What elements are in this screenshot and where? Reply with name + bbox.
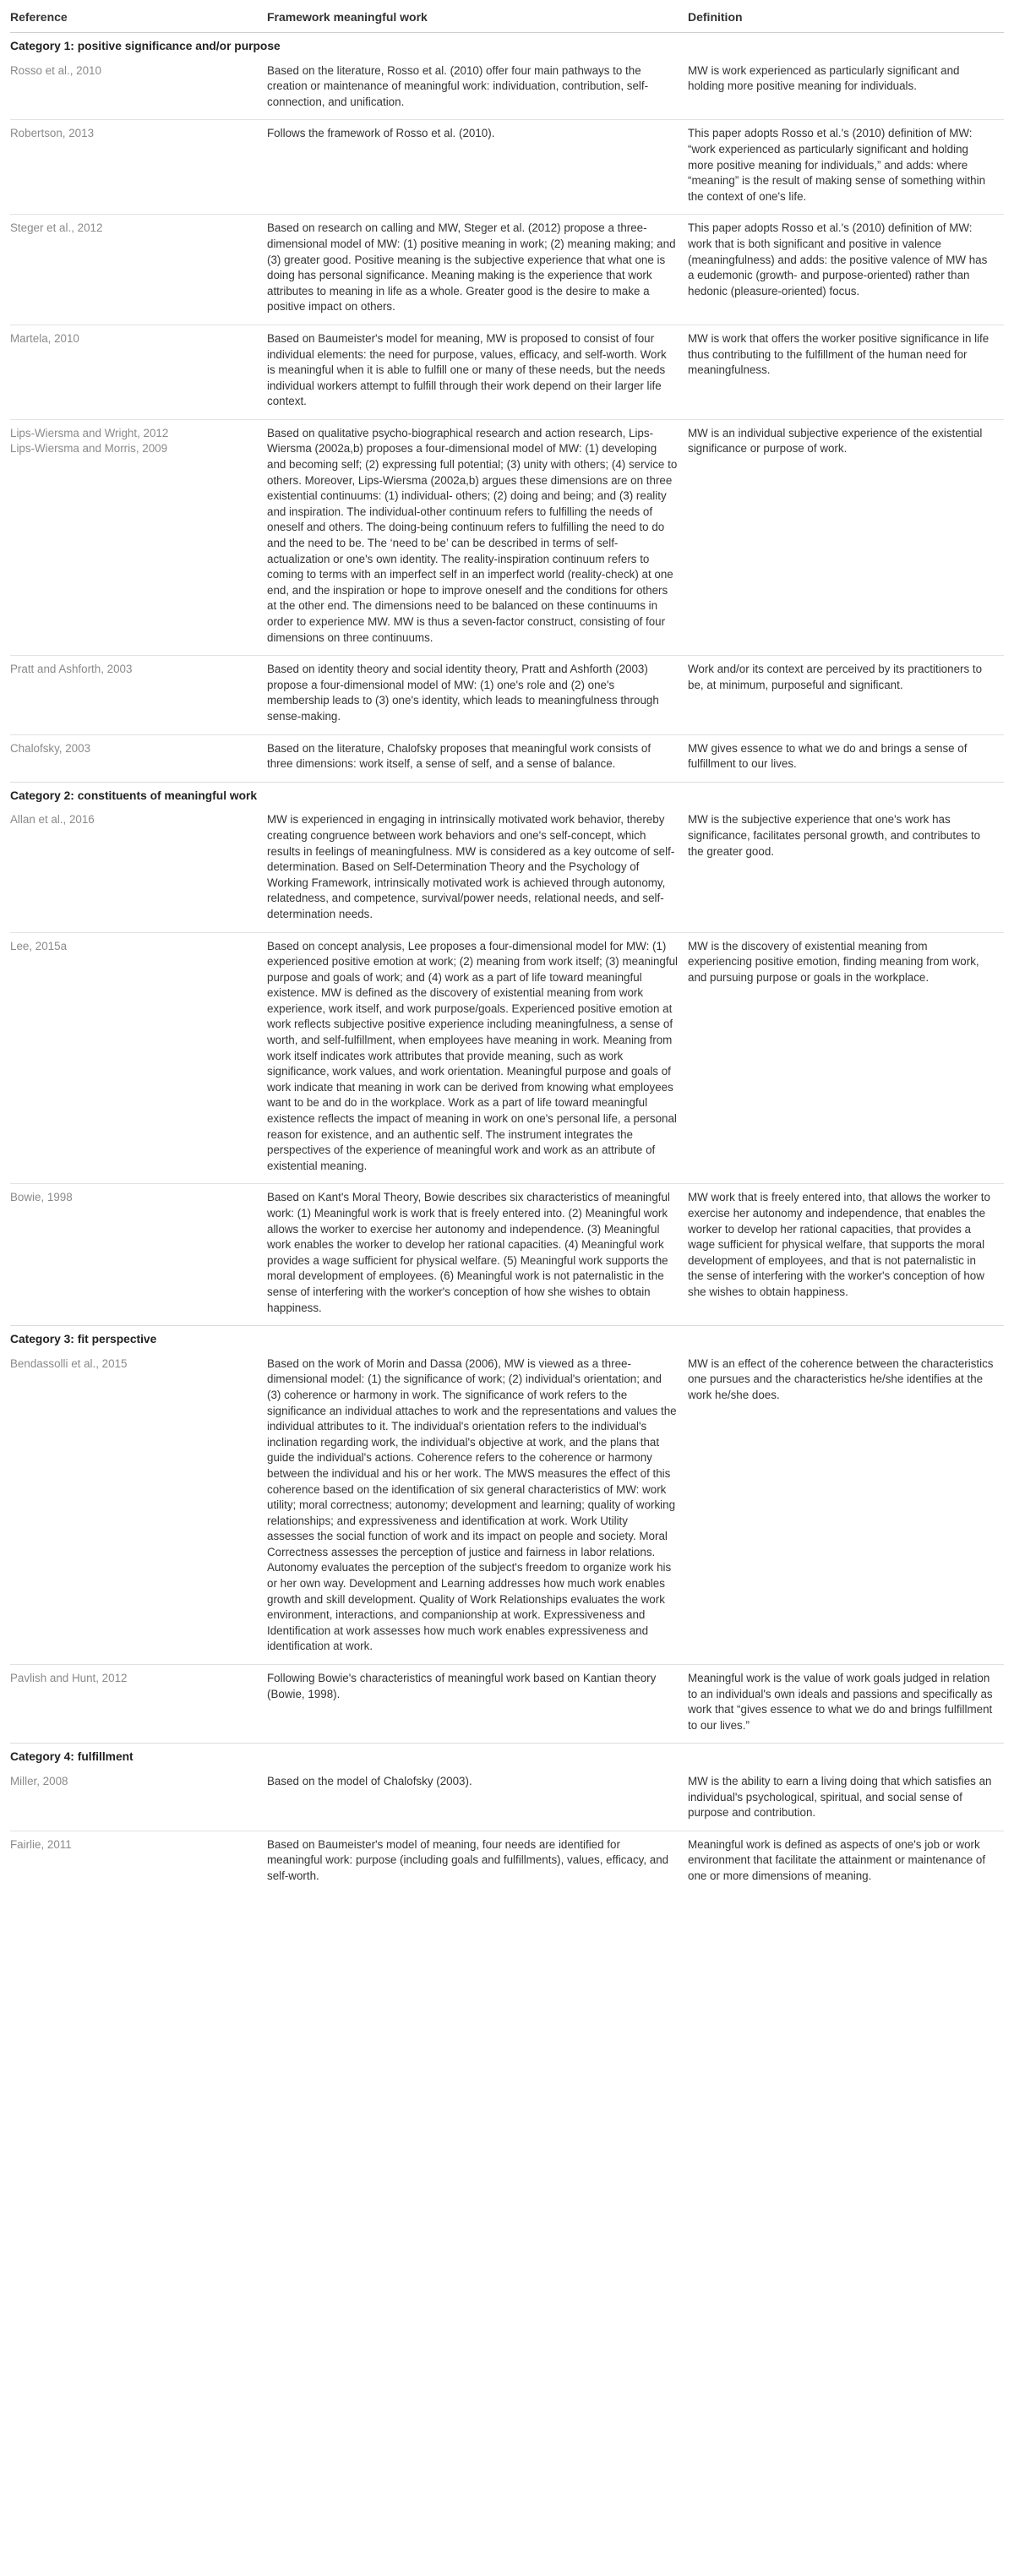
reference-cell: Pavlish and Hunt, 2012 xyxy=(10,1665,267,1744)
category-title: Category 4: fulfillment xyxy=(10,1744,1004,1768)
reference-cell: Chalofsky, 2003 xyxy=(10,734,267,782)
framework-cell: MW is experienced in engaging in intrinsically motivated work behavior, thereby creating congruence between work behaviors and one's self-concept, which results in feelings of meaningfulness. MW is considered as a key outcome of self-determination. Based on Self-Determination Theory and the Psychology of Working Framework, intrinsically motivated work is achieved through autonomy, relatedness, and competence, survival/power needs, relational needs, and self-determination needs. xyxy=(267,813,675,920)
reference-cell: Allan et al., 2016 xyxy=(10,813,95,827)
framework-cell: Based on research on calling and MW, Steger et al. (2012) propose a three-dimensional model of MW: (1) positive meaning in work; (2) meaning making; and (3) greater good. Positive meaning is the subjective experience that what one is doing has personal significance. Meaning making is the experience that work attributes to meaning in life as a whole. Greater good is the desire to make a positive impact on others. xyxy=(267,215,688,325)
table-header-row xyxy=(10,3,1004,33)
category-title: Category 1: positive significance and/or purpose xyxy=(10,40,281,52)
definition-cell: MW work that is freely entered into, that allows the worker to exercise her autonomy and independence, that enables the worker to develop her rational capacities, that provides a wage sufficient for physical welfare, that supports the moral development of employees, and that is not paternalistic in the sense of interfering with the worker's conception of how she wishes to obtain happiness. xyxy=(688,1184,1004,1326)
reference-cell: Martela, 2010 xyxy=(10,325,267,419)
reference-cell: Miller, 2008 xyxy=(10,1775,68,1787)
reference-cell: Bendassolli et al., 2015 xyxy=(10,1356,128,1370)
framework-cell: Based on the work of Morin and Dassa (2006), MW is viewed as a three-dimensional model: (1) the significance of work; (2) individual's orientation; and (3) coherence or harmony in work. The significance of work refers to the significance an individual attaches to work and the representations and values the individual attributes to it. The individual's orientation refers to the individual's inclination regarding work, the individual's objective at work, and the plans that guide the individual's actions. Coherence refers to the coherence or harmony between the individual and his or her work. The MWS measures the effect of this coherence based on the identification of six general characteristics of MW: work utility; moral correctness; autonomy; development and learning; quality of working relationships; and expressiveness and identification at work. Work Utility assesses the social function of work and its impact on people and society. Moral Correctness assesses the perception of justice and fairness in labor relations. Autonomy evaluates the perception of the subject's freedom to organize work his or her own way. Development and Learning addresses how much work enables growth and skill development. Quality of Work Relationships evaluates the work environment, interactions, and companionship at work. Expressiveness and Identification at work assesses how much work enables expressiveness and identification at work. xyxy=(267,1356,677,1653)
table-row xyxy=(10,734,1004,782)
framework-cell: Based on the literature, Chalofsky proposes that meaningful work consists of three dimensions: work itself, a sense of self, and a sense of balance. xyxy=(267,734,688,782)
header-framework: Framework meaningful work xyxy=(267,3,688,33)
reference-cell: Lee, 2015a xyxy=(10,932,267,1184)
meaningful-work-table xyxy=(10,3,1004,1894)
table-row xyxy=(10,419,1004,655)
header-definition: Definition xyxy=(688,3,1004,33)
reference-cell: Fairlie, 2011 xyxy=(10,1831,267,1893)
reference-cell: Rosso et al., 2010 xyxy=(10,63,101,77)
table-row xyxy=(10,1831,1004,1893)
reference-cell: Lips-Wiersma and Wright, 2012 Lips-Wiersma and Morris, 2009 xyxy=(10,419,267,655)
table-row xyxy=(10,806,1004,932)
framework-cell: Based on identity theory and social identity theory, Pratt and Ashforth (2003) propose a four-dimensional model of MW: (1) one's role and (2) one's membership leads to (3) one's identity, which leads to meaningfulness through sense-making. xyxy=(267,656,688,734)
table-row xyxy=(10,1351,1004,1665)
framework-cell: Based on the model of Chalofsky (2003). xyxy=(267,1775,472,1787)
reference-cell: Pratt and Ashforth, 2003 xyxy=(10,656,267,734)
framework-cell: Following Bowie's characteristics of meaningful work based on Kantian theory (Bowie, 1998). xyxy=(267,1665,688,1744)
definition-cell: Meaningful work is defined as aspects of one's job or work environment that facilitate the attainment or maintenance of one or more dimensions of meaning. xyxy=(688,1831,1004,1893)
header-reference: Reference xyxy=(10,3,267,33)
definition-cell: MW is the subjective experience that one's work has significance, facilitates personal growth, and contributes to the greater good. xyxy=(688,813,981,858)
reference-cell: Bowie, 1998 xyxy=(10,1184,267,1326)
table-row xyxy=(10,57,1004,120)
table-row xyxy=(10,1665,1004,1744)
framework-cell: Based on the literature, Rosso et al. (2010) offer four main pathways to the creation or maintenance of meaningful work: individuation, contribution, self-connection, and unification. xyxy=(267,63,649,108)
definition-cell: This paper adopts Rosso et al.'s (2010) definition of MW: “work experienced as particularly significant and holding more positive meaning for individuals,” and adds: where “meaning” is the result of making sense of something within the context of one's life. xyxy=(688,120,1004,215)
reference-cell: Robertson, 2013 xyxy=(10,120,267,215)
table-row xyxy=(10,325,1004,419)
definition-cell: MW is the ability to earn a living doing that which satisfies an individual's psychological, spiritual, and social sense of purpose and contribution. xyxy=(688,1775,992,1820)
framework-cell: Based on Kant's Moral Theory, Bowie describes six characteristics of meaningful work: (1) Meaningful work is work that is freely entered into. (2) Meaningful work allows the worker to exercise her autonomy and independence. (3) Meaningful work enables the worker to develop her rational capacities. (4) Meaningful work provides a wage sufficient for physical welfare. (5) Meaningful work supports the moral development of employees. (6) Meaningful work is not paternalistic in the sense of interfering with the worker's conception of how she wishes to obtain happiness. xyxy=(267,1184,688,1326)
definition-cell: MW is work that offers the worker positive significance in life thus contributing to the fulfillment of the human need for meaningfulness. xyxy=(688,325,1004,419)
definition-cell: MW is an individual subjective experience of the existential significance or purpose of work. xyxy=(688,419,1004,655)
definition-cell: MW is the discovery of existential meaning from experiencing positive emotion, finding meaning from work, and pursuing purpose or goals in the workplace. xyxy=(688,932,1004,1184)
definition-cell: Work and/or its context are perceived by its practitioners to be, at minimum, purposeful and significant. xyxy=(688,656,1004,734)
definition-cell: Meaningful work is the value of work goals judged in relation to an individual's own ideals and passions and specifically as work that “gives essence to what we do and brings fulfillment to our lives.” xyxy=(688,1665,1004,1744)
category-title: Category 2: constituents of meaningful work xyxy=(10,782,1004,806)
definition-cell: This paper adopts Rosso et al.'s (2010) definition of MW: work that is both significant and positive in valence (meaningfulness) and adds: the positive valence of MW has a eudemonic (growth- and purpose-oriented) rather than hedonic (pleasure-oriented) focus. xyxy=(688,215,1004,325)
category-row xyxy=(10,1326,1004,1351)
framework-cell: Based on concept analysis, Lee proposes a four-dimensional model for MW: (1) experienced positive emotion at work; (2) meaning from work itself; (3) meaningful purpose and goals of work; and (4) work as a part of life toward meaningful existence. MW is defined as the discovery of existential meaning from work experience, work itself, and work purpose/goals. Experienced positive emotion at work reflects subjective positive experience including meaningfulness, a sense of worth, and self-fulfillment, when employees have meaning in work. Meaning from work itself indicates work attributes that provide meaning, such as work significance, work values, and work orientation. Meaningful purpose and goals of work indicate that meaning in work can be derived from knowing what employees want to be and do in the workplace. Work as a part of life toward meaningful existence reflects the impact of meaning in work on one's personal life, a personal reason for existence, and an authentic self. The instrument integrates the perspectives of the experience of meaningful work and work as an attribute of existential meaning. xyxy=(267,932,688,1184)
definition-cell: MW is work experienced as particularly significant and holding more positive meaning for individuals. xyxy=(688,63,960,93)
table-row xyxy=(10,932,1004,1184)
table-row xyxy=(10,656,1004,734)
framework-cell: Based on Baumeister's model for meaning, MW is proposed to consist of four individual elements: the need for purpose, values, efficacy, and self-worth. Work is meaningful when it is able to fulfill one or many of these needs, but the needs individual workers attempt to fulfill through their work depend on their larger life context. xyxy=(267,325,688,419)
framework-cell: Based on qualitative psycho-biographical research and action research, Lips-Wiersma (2002a,b) proposes a four-dimensional model of MW: (1) developing and becoming self; (2) expressing full potential; (3) unity with others; (4) service to others. Moreover, Lips-Wiersma (2002a,b) argues these dimensions are on three existential continuums: (1) individual- others; (2) doing and being; and (3) reality and inspiration. The individual-other continuum refers to fulfilling the needs of oneself and others. The doing-being continuum refers to fulfilling the need to do and the need to be. The ‘need to be’ can be described in terms of self-actualization or one's own identity. The reality-inspiration continuum refers to coming to terms with an imperfect self in an imperfect world (reality-check) at one end, and the inspiration or hope to improve oneself and the conditions for others at the other end. The dimensions need to be balanced on these continuums in order to experience MW. MW is thus a seven-factor construct, consisting of four dimensions on three continuums. xyxy=(267,419,688,655)
table-row xyxy=(10,215,1004,325)
table-row xyxy=(10,120,1004,215)
definition-cell: MW is an effect of the coherence between the characteristics one pursues and the characteristics he/she identifies at the work he/she does. xyxy=(688,1356,994,1401)
framework-cell: Follows the framework of Rosso et al. (2010). xyxy=(267,120,688,215)
definition-cell: MW gives essence to what we do and brings a sense of fulfillment to our lives. xyxy=(688,734,1004,782)
category-title: Category 3: fit perspective xyxy=(10,1326,1004,1351)
category-row xyxy=(10,782,1004,806)
category-row xyxy=(10,1744,1004,1768)
category-row xyxy=(10,33,1004,57)
table-row xyxy=(10,1184,1004,1326)
table-row xyxy=(10,1768,1004,1831)
framework-cell: Based on Baumeister's model of meaning, four needs are identified for meaningful work: purpose (including goals and fulfillments), values, efficacy, and self-worth. xyxy=(267,1831,688,1893)
reference-cell: Steger et al., 2012 xyxy=(10,215,267,325)
